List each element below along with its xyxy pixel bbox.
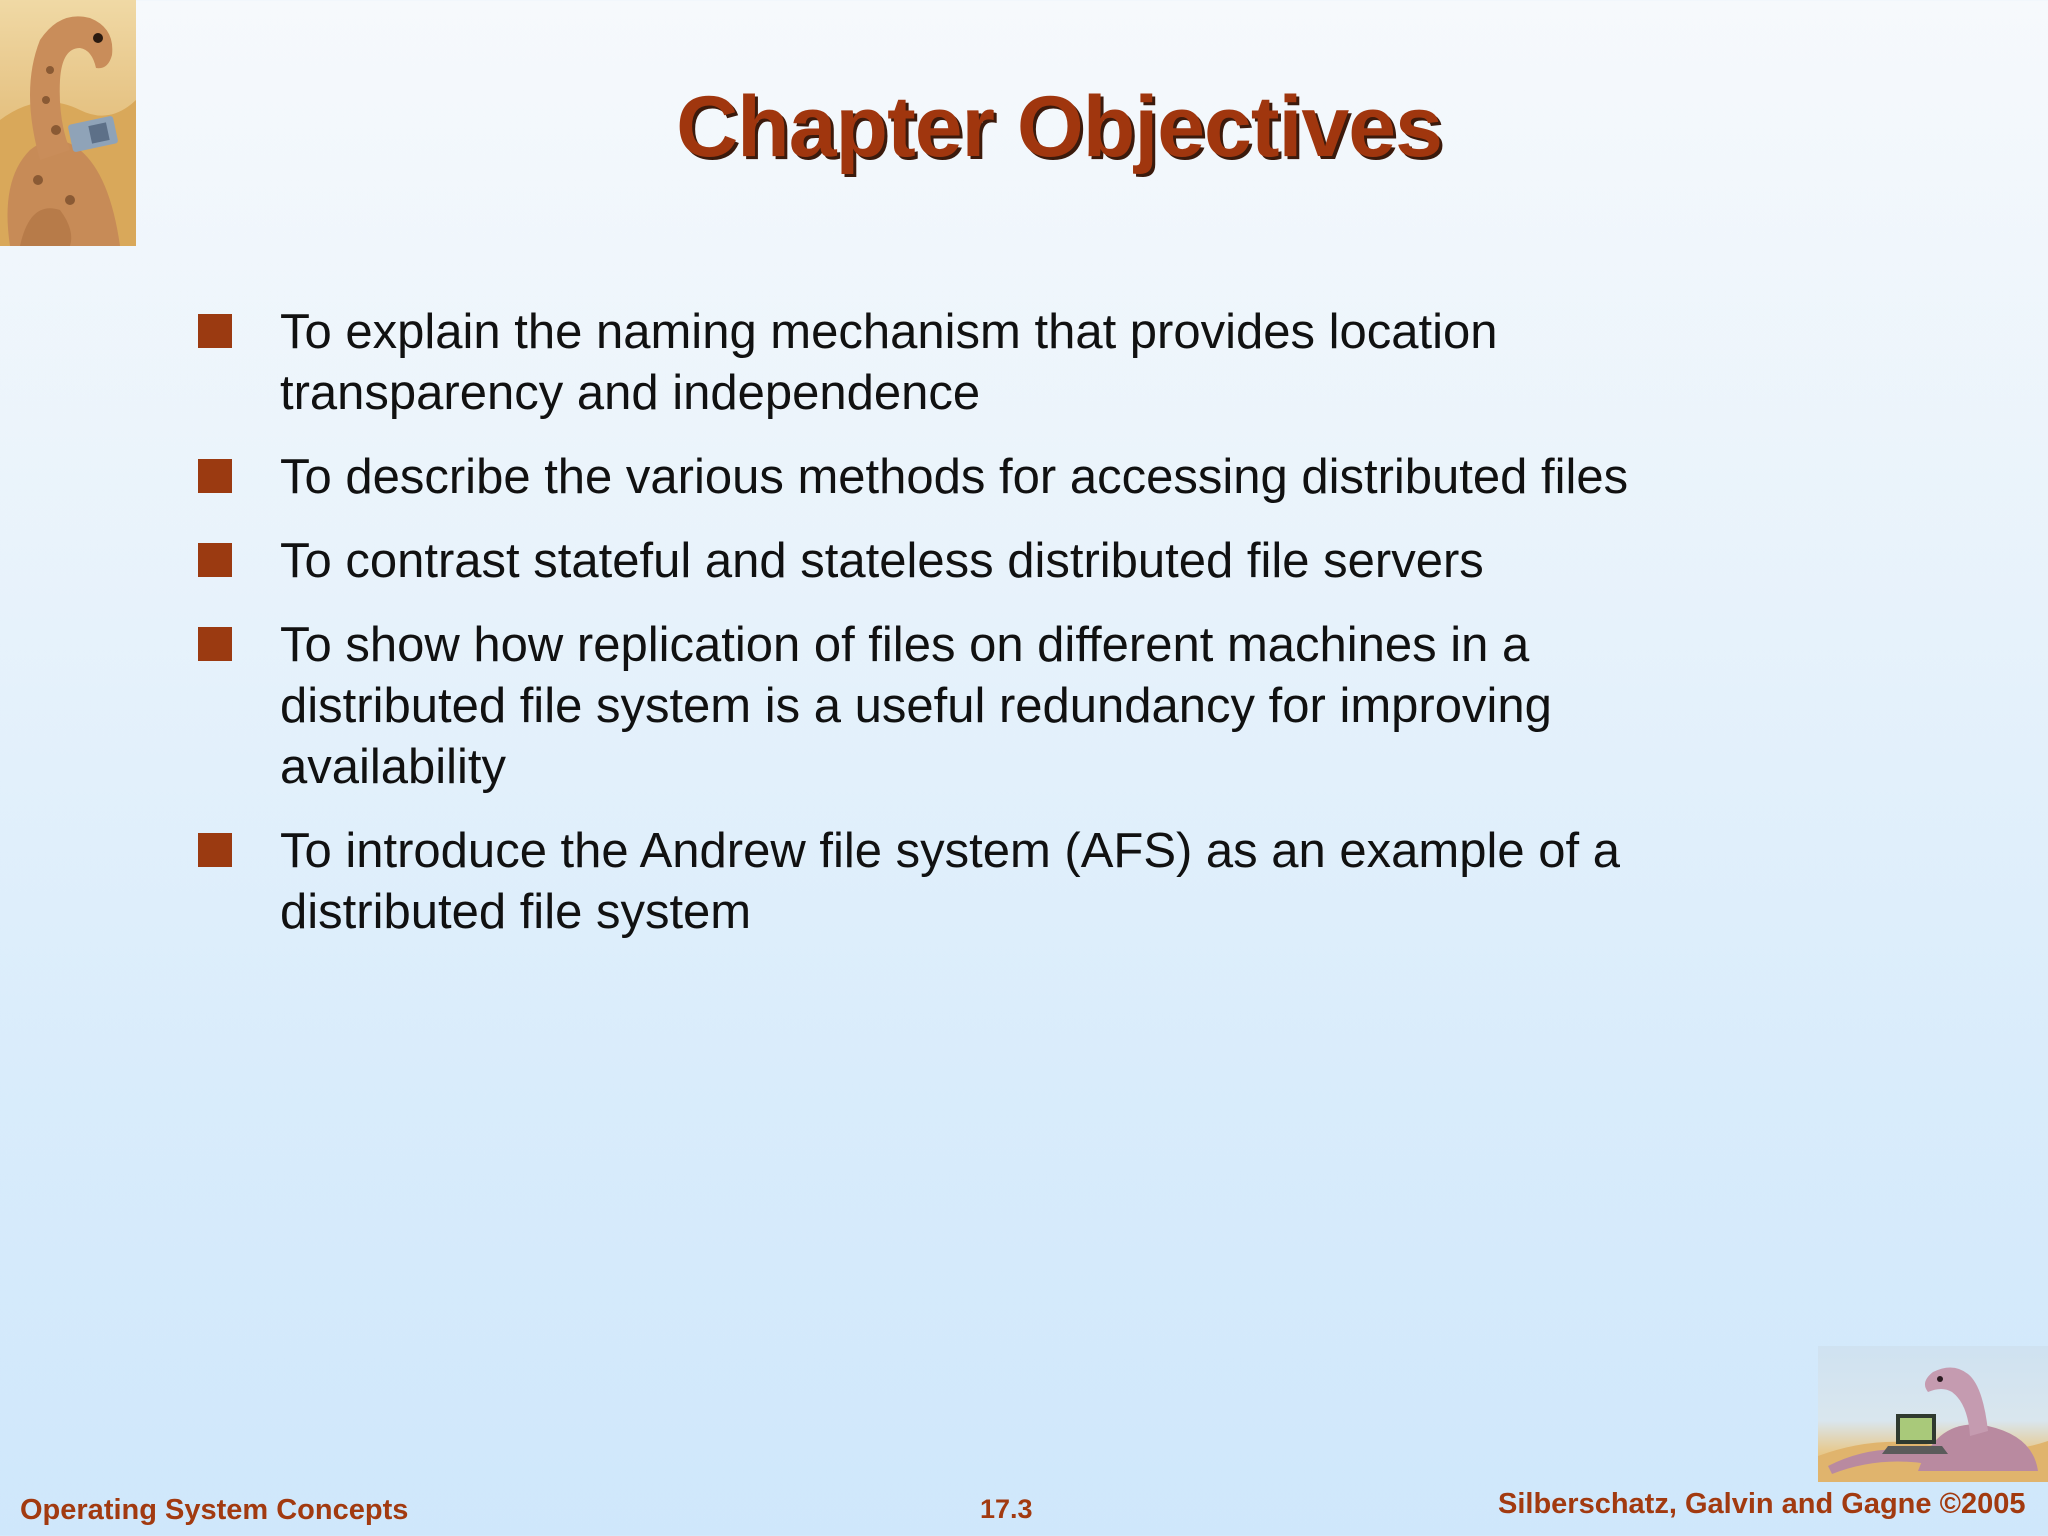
bullet-text: To show how replication of files on different machines in a distributed file system is a useful redundancy for improving availability [280,618,1552,794]
bullet-text: To contrast stateful and stateless distributed file servers [280,534,1484,588]
square-bullet-icon [198,314,232,348]
square-bullet-icon [198,459,232,493]
slide-title: Chapter Objectives [676,79,1442,175]
list-item [198,531,1758,592]
square-bullet-icon [198,543,232,577]
list-item [198,302,1758,424]
bullet-text: To explain the naming mechanism that provides location transparency and independence [280,305,1498,420]
page-number: 17.3 [980,1494,1033,1524]
copyright-notice: Silberschatz, Galvin and Gagne ©2005 [1498,1488,2026,1520]
dinosaur-laptop-icon [1818,1346,2048,1482]
bullet-text: To describe the various methods for accessing distributed files [280,450,1629,504]
list-item [198,447,1758,508]
book-title: Operating System Concepts [20,1494,409,1526]
square-bullet-icon [198,833,232,867]
list-item [198,821,1758,943]
objectives-list [198,302,1758,966]
list-item [198,615,1758,798]
square-bullet-icon [198,627,232,661]
bullet-text: To introduce the Andrew file system (AFS) as an example of a distributed file system [280,824,1620,939]
